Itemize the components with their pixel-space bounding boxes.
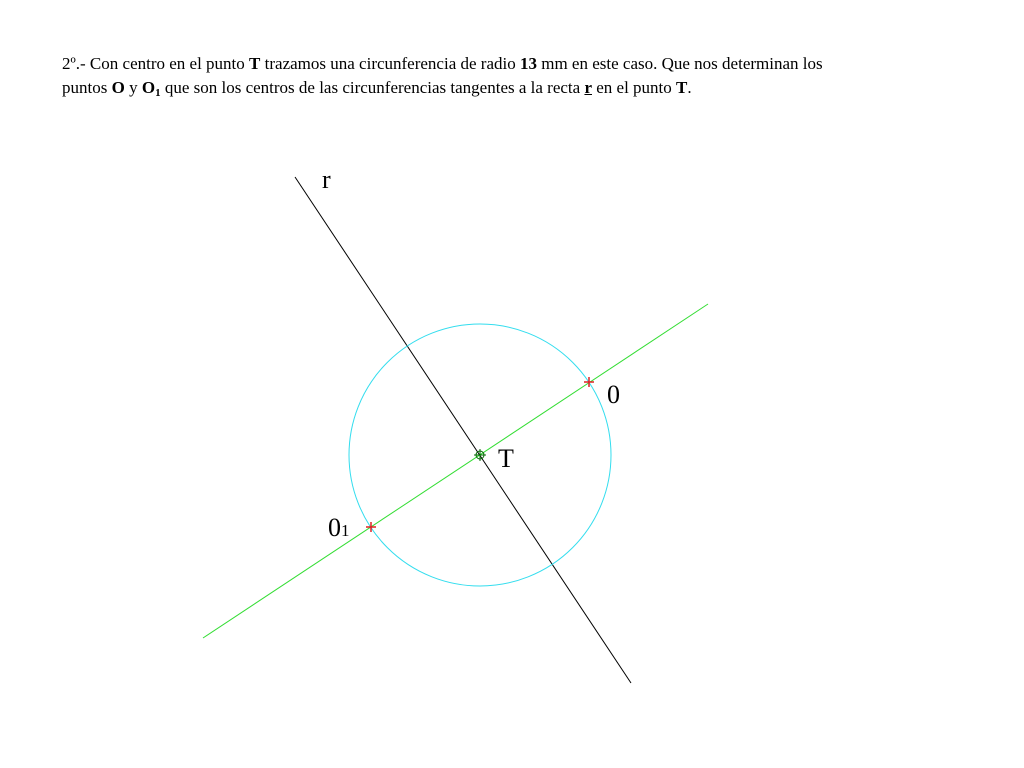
instructions-conj-y: y bbox=[124, 78, 142, 97]
instructions-line2-mid: que son los centros de las circunferencias tangentes a la recta bbox=[160, 78, 585, 97]
instructions-point-t: T bbox=[249, 54, 261, 73]
perpendicular-line bbox=[203, 304, 708, 638]
instructions-point-o1-base: O bbox=[141, 78, 156, 97]
point-o1-marker bbox=[366, 522, 376, 532]
label-point-t: T bbox=[498, 444, 514, 473]
instructions-point-o: O bbox=[111, 78, 125, 97]
label-point-o1-sub: 1 bbox=[341, 521, 350, 540]
label-point-o: 0 bbox=[607, 380, 620, 409]
instructions-point-o1-sub: 1 bbox=[155, 87, 161, 99]
instructions-line2-end: . bbox=[687, 78, 692, 97]
instructions-line2-mid2: en el punto bbox=[591, 78, 677, 97]
instructions-line1-prefix: 2º.- Con centro en el punto bbox=[62, 54, 250, 73]
instructions-line-r: r bbox=[584, 78, 592, 97]
point-t-marker bbox=[474, 449, 486, 461]
label-line-r: r bbox=[322, 165, 331, 194]
line-r bbox=[295, 177, 631, 683]
instructions-radius-value: 13 bbox=[519, 54, 537, 73]
instructions-line1-suffix: mm en este caso. Que nos determinan los bbox=[536, 54, 823, 73]
instructions-line1-mid: trazamos una circunferencia de radio bbox=[260, 54, 520, 73]
label-point-o1-base: 0 bbox=[328, 513, 341, 542]
instructions-line2-prefix: puntos bbox=[62, 78, 112, 97]
label-point-o1 bbox=[328, 513, 350, 542]
instructions-point-t2: T bbox=[676, 78, 688, 97]
